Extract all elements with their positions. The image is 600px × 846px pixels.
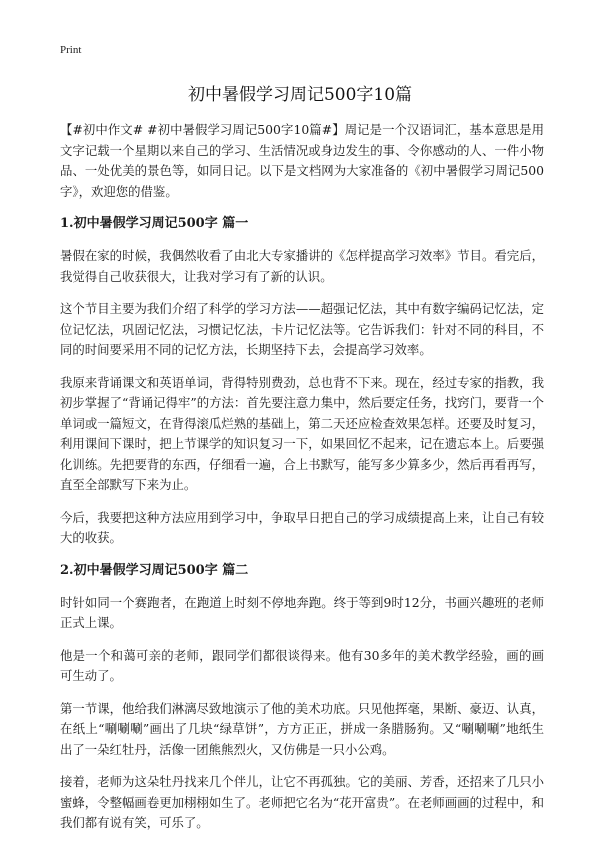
paragraph: 第一节课，他给我们淋漓尽致地演示了他的美术功底。只见他挥毫，果断、豪迈、认真，在纸上“唰唰唰”画出了几块“绿草饼”，方方正正，拼成一条腊肠狗。又“唰唰唰”地纸生出了一朵红牡丹，活像一团熊熊烈火，又仿佛是一只小公鸡。: [60, 700, 544, 757]
intro-paragraph: [60, 120, 544, 202]
intro-tag: 【#初中作文# #初中暑假学习周记500字10篇#】: [60, 122, 345, 137]
paragraph: 这个节目主要为我们介绍了科学的学习方法——超强记忆法，其中有数字编码记忆法，定位记忆法，巩固记忆法，习惯记忆法，卡片记忆法等。它告诉我们：针对不同的科目，不同的时间要采用不同的记忆方法，长期坚持下去，会提高学习效率。: [60, 301, 544, 357]
paragraph: 今后，我要把这种方法应用到学习中，争取早日把自己的学习成绩提高上来，让自己有较大的收获。: [60, 509, 544, 545]
paragraph: 他是一个和蔼可亲的老师，跟同学们都很谈得来。他有30多年的美术教学经验，画的画可生动了。: [60, 647, 544, 683]
intro-text: 周记是一个汉语词汇，基本意思是用文字记载一个星期以来自己的学习、生活情况或身边发生的事、令你感动的人、一件小物品、一处优美的景色等，如同日记。以下是文档网为大家准备的《初中暑假学习周记500字》，欢迎您的借鉴。: [60, 122, 544, 199]
section-heading-1: 1.初中暑假学习周记500字 篇一: [60, 216, 249, 231]
section-heading-2: 2.初中暑假学习周记500字 篇二: [60, 562, 249, 578]
paragraph: 接着，老师为这朵牡丹找来几个伴儿，让它不再孤独。它的美丽、芳香，还招来了几只小蜜蜂，令整幅画卷更加栩栩如生了。老师把它名为“花开富贵”。在老师画画的过程中，和我们都有说有笑，可乐了。: [60, 774, 544, 830]
page-title: 初中暑假学习周记500字10篇: [187, 85, 413, 105]
article-body: [60, 120, 544, 846]
paragraph: 我原来背诵课文和英语单词，背得特别费劲，总也背不下来。现在，经过专家的指教，我初步掌握了“背诵记得牢”的方法：首先要注意力集中，然后要定任务，找窍门，要背一个单词或一篇短文，在背得滚瓜烂熟的基础上，第二天还应检查效果怎样。还要及时复习，利用课间下课时，把上节课学的知识复习一下，如果回忆不起来，记在遗忘本上。后要强化训练。先把要背的东西，仔细看一遍，合上书默写，能写多少算多少，然后再看再写，直至全部默写下来为止。: [60, 374, 544, 492]
paragraph: 时针如同一个赛跑者，在跑道上时刻不停地奔跑。终于等到9时12分，书画兴趣班的老师正式上课。: [60, 594, 544, 630]
print-link[interactable]: Print: [60, 44, 82, 56]
paragraph: 暑假在家的时候，我偶然收看了由北大专家播讲的《怎样提高学习效率》节目。看完后，我觉得自己收获很大，让我对学习有了新的认识。: [60, 248, 544, 284]
